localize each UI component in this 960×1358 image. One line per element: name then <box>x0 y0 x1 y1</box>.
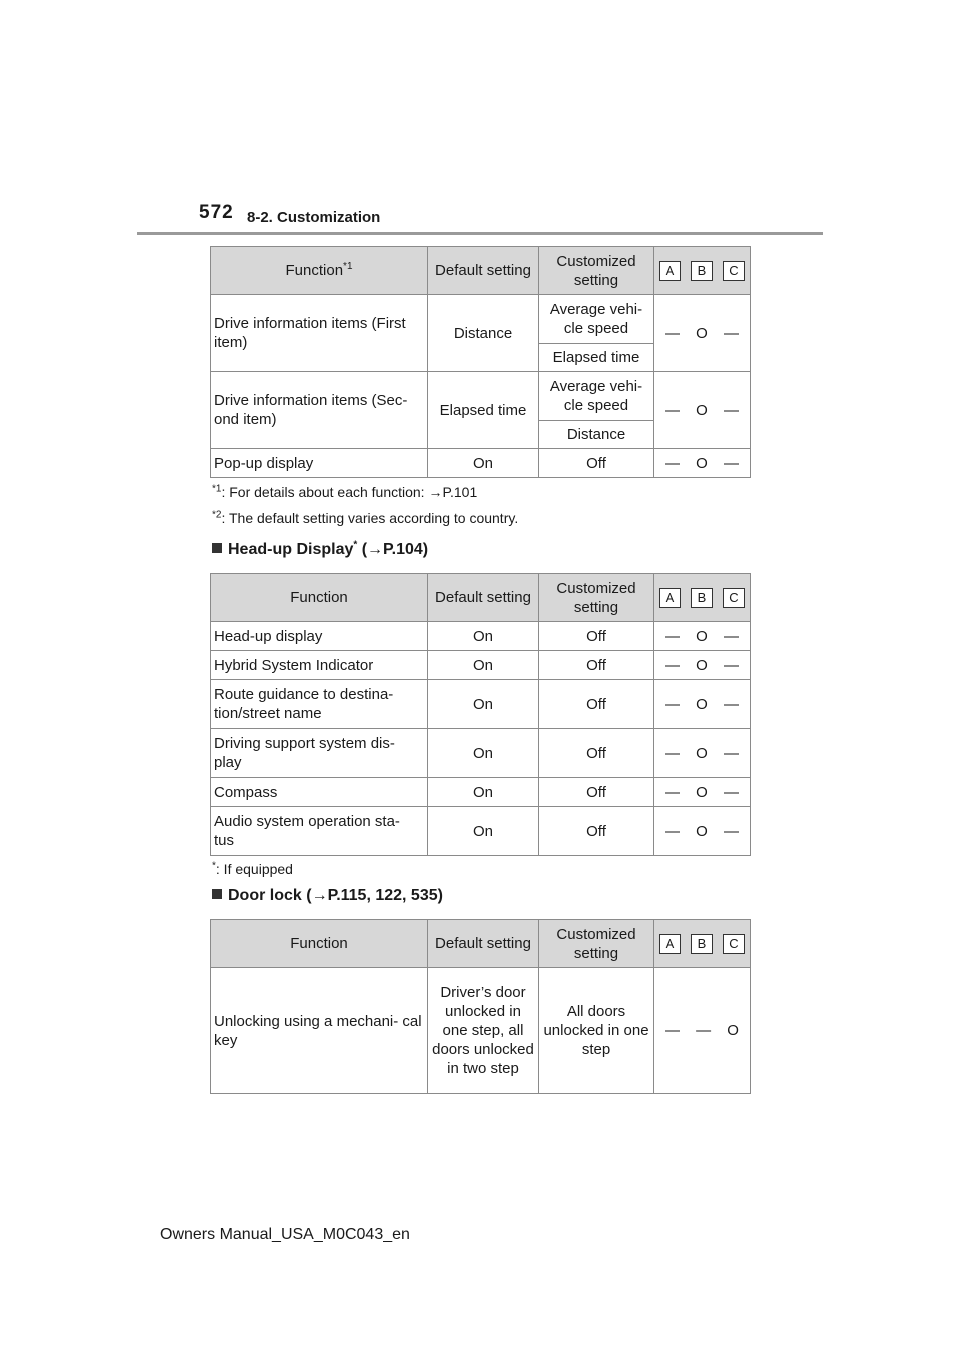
b-box-icon: B <box>691 588 713 608</box>
custom-cell: Off <box>539 778 654 807</box>
custom-cell: Elapsed time <box>539 344 654 372</box>
square-bullet-icon <box>212 543 222 553</box>
a-value: — <box>665 454 681 472</box>
section-door-lock: Door lock (→P.115, 122, 535) <box>212 887 443 905</box>
arrow-icon: → <box>367 541 384 558</box>
custom-cell: Distance <box>539 421 654 449</box>
function-cell: Drive information items (Sec- ond item) <box>211 372 428 449</box>
table-row <box>211 807 751 856</box>
footer-manual-id: Owners Manual_USA_M0C043_en <box>160 1226 410 1243</box>
c-value: — <box>723 627 739 645</box>
custom-cell: Off <box>539 680 654 729</box>
function-cell: Route guidance to destina- tion/street name <box>211 680 428 729</box>
default-setting-header: Default setting <box>428 574 539 622</box>
function-cell: Drive information items (First item) <box>211 295 428 372</box>
function-cell: Head-up display <box>211 622 428 651</box>
a-value: — <box>665 695 681 713</box>
c-value: — <box>723 401 739 419</box>
b-value: O <box>696 627 708 645</box>
abc-values-cell <box>654 729 751 778</box>
table-row <box>211 729 751 778</box>
header-rule <box>137 232 823 235</box>
c-value: — <box>723 783 739 801</box>
arrow-icon: → <box>428 484 443 500</box>
function-cell: Driving support system dis- play <box>211 729 428 778</box>
table-row <box>211 372 751 421</box>
b-value: O <box>696 783 708 801</box>
b-value: O <box>696 744 708 762</box>
b-box-icon: B <box>691 934 713 954</box>
c-value: — <box>723 695 739 713</box>
default-cell: On <box>428 778 539 807</box>
table-row <box>211 651 751 680</box>
customized-setting-header: Customized setting <box>539 247 654 295</box>
table-header-row <box>211 920 751 968</box>
custom-cell: Off <box>539 651 654 680</box>
default-cell: On <box>428 651 539 680</box>
page-number: 572 <box>199 202 234 223</box>
a-box-icon: A <box>659 588 681 608</box>
custom-cell: Average vehi- cle speed <box>539 295 654 344</box>
b-value: O <box>696 401 708 419</box>
default-cell: Elapsed time <box>428 372 539 449</box>
custom-cell: Off <box>539 622 654 651</box>
abc-header <box>654 247 751 295</box>
c-box-icon: C <box>723 588 745 608</box>
default-cell: On <box>428 680 539 729</box>
default-cell: Distance <box>428 295 539 372</box>
function-cell: Hybrid System Indicator <box>211 651 428 680</box>
c-box-icon: C <box>723 934 745 954</box>
custom-cell: Off <box>539 729 654 778</box>
a-value: — <box>665 656 681 674</box>
function-header: Function$^{*1}$ <box>211 247 428 295</box>
footnote-2: $^{*2}$: The default setting varies according to country. <box>212 509 519 526</box>
table-row <box>211 622 751 651</box>
section-head-up-display: Head-up Display* (→P.104) <box>212 541 428 559</box>
square-bullet-icon <box>212 889 222 899</box>
table-row <box>211 968 751 1094</box>
abc-values-cell <box>654 622 751 651</box>
c-value: — <box>723 324 739 342</box>
function-header: Function <box>211 920 428 968</box>
default-cell: On <box>428 449 539 478</box>
abc-values-cell <box>654 449 751 478</box>
b-value: — <box>696 1022 712 1039</box>
a-value: — <box>665 822 681 840</box>
default-setting-header: Default setting <box>428 247 539 295</box>
chapter-title: 8-2. Customization <box>247 209 381 226</box>
function-cell: Pop-up display <box>211 449 428 478</box>
table-row <box>211 778 751 807</box>
head-up-display-table <box>210 573 751 856</box>
default-cell: On <box>428 807 539 856</box>
c-value: — <box>723 744 739 762</box>
function-cell: Unlocking using a mechani- cal key <box>211 968 428 1094</box>
door-lock-table <box>210 919 751 1094</box>
b-value: O <box>696 324 708 342</box>
c-value: — <box>723 822 739 840</box>
c-box-icon: C <box>723 261 745 281</box>
function-cell: Compass <box>211 778 428 807</box>
a-box-icon: A <box>659 934 681 954</box>
drive-info-table <box>210 246 751 478</box>
a-value: — <box>665 627 681 645</box>
c-value: — <box>723 454 739 472</box>
c-value: O <box>727 1022 739 1039</box>
abc-values-cell <box>654 807 751 856</box>
c-value: — <box>723 656 739 674</box>
default-cell: On <box>428 729 539 778</box>
a-value: — <box>665 1022 681 1039</box>
table-header-row <box>211 574 751 622</box>
table-header-row <box>211 247 751 295</box>
arrow-icon: → <box>311 887 328 904</box>
function-header: Function <box>211 574 428 622</box>
custom-cell: Average vehi- cle speed <box>539 372 654 421</box>
abc-header <box>654 574 751 622</box>
table-row <box>211 449 751 478</box>
abc-values-cell <box>654 778 751 807</box>
customized-setting-header: Customized setting <box>539 920 654 968</box>
table-row <box>211 295 751 344</box>
b-box-icon: B <box>691 261 713 281</box>
custom-cell: Off <box>539 807 654 856</box>
a-value: — <box>665 401 681 419</box>
b-value: O <box>696 695 708 713</box>
a-value: — <box>665 744 681 762</box>
default-cell: Driver’s door unlocked in one step, all doors unlocked in two step <box>428 968 539 1094</box>
custom-cell: All doors unlocked in one step <box>539 968 654 1094</box>
a-value: — <box>665 324 681 342</box>
abc-values-cell <box>654 295 751 372</box>
default-setting-header: Default setting <box>428 920 539 968</box>
abc-values-cell <box>654 651 751 680</box>
custom-cell: Off <box>539 449 654 478</box>
abc-values-cell <box>654 680 751 729</box>
abc-values-cell <box>654 372 751 449</box>
footnote-1: $^{*1}$: For details about each function: →P.101 <box>212 483 478 500</box>
b-value: O <box>696 656 708 674</box>
footnote-if-equipped: *: If equipped <box>212 860 293 877</box>
abc-header <box>654 920 751 968</box>
table-row <box>211 680 751 729</box>
b-value: O <box>696 454 708 472</box>
a-box-icon: A <box>659 261 681 281</box>
default-cell: On <box>428 622 539 651</box>
a-value: — <box>665 783 681 801</box>
b-value: O <box>696 822 708 840</box>
abc-values-cell <box>654 968 751 1094</box>
customized-setting-header: Customized setting <box>539 574 654 622</box>
function-cell: Audio system operation sta- tus <box>211 807 428 856</box>
